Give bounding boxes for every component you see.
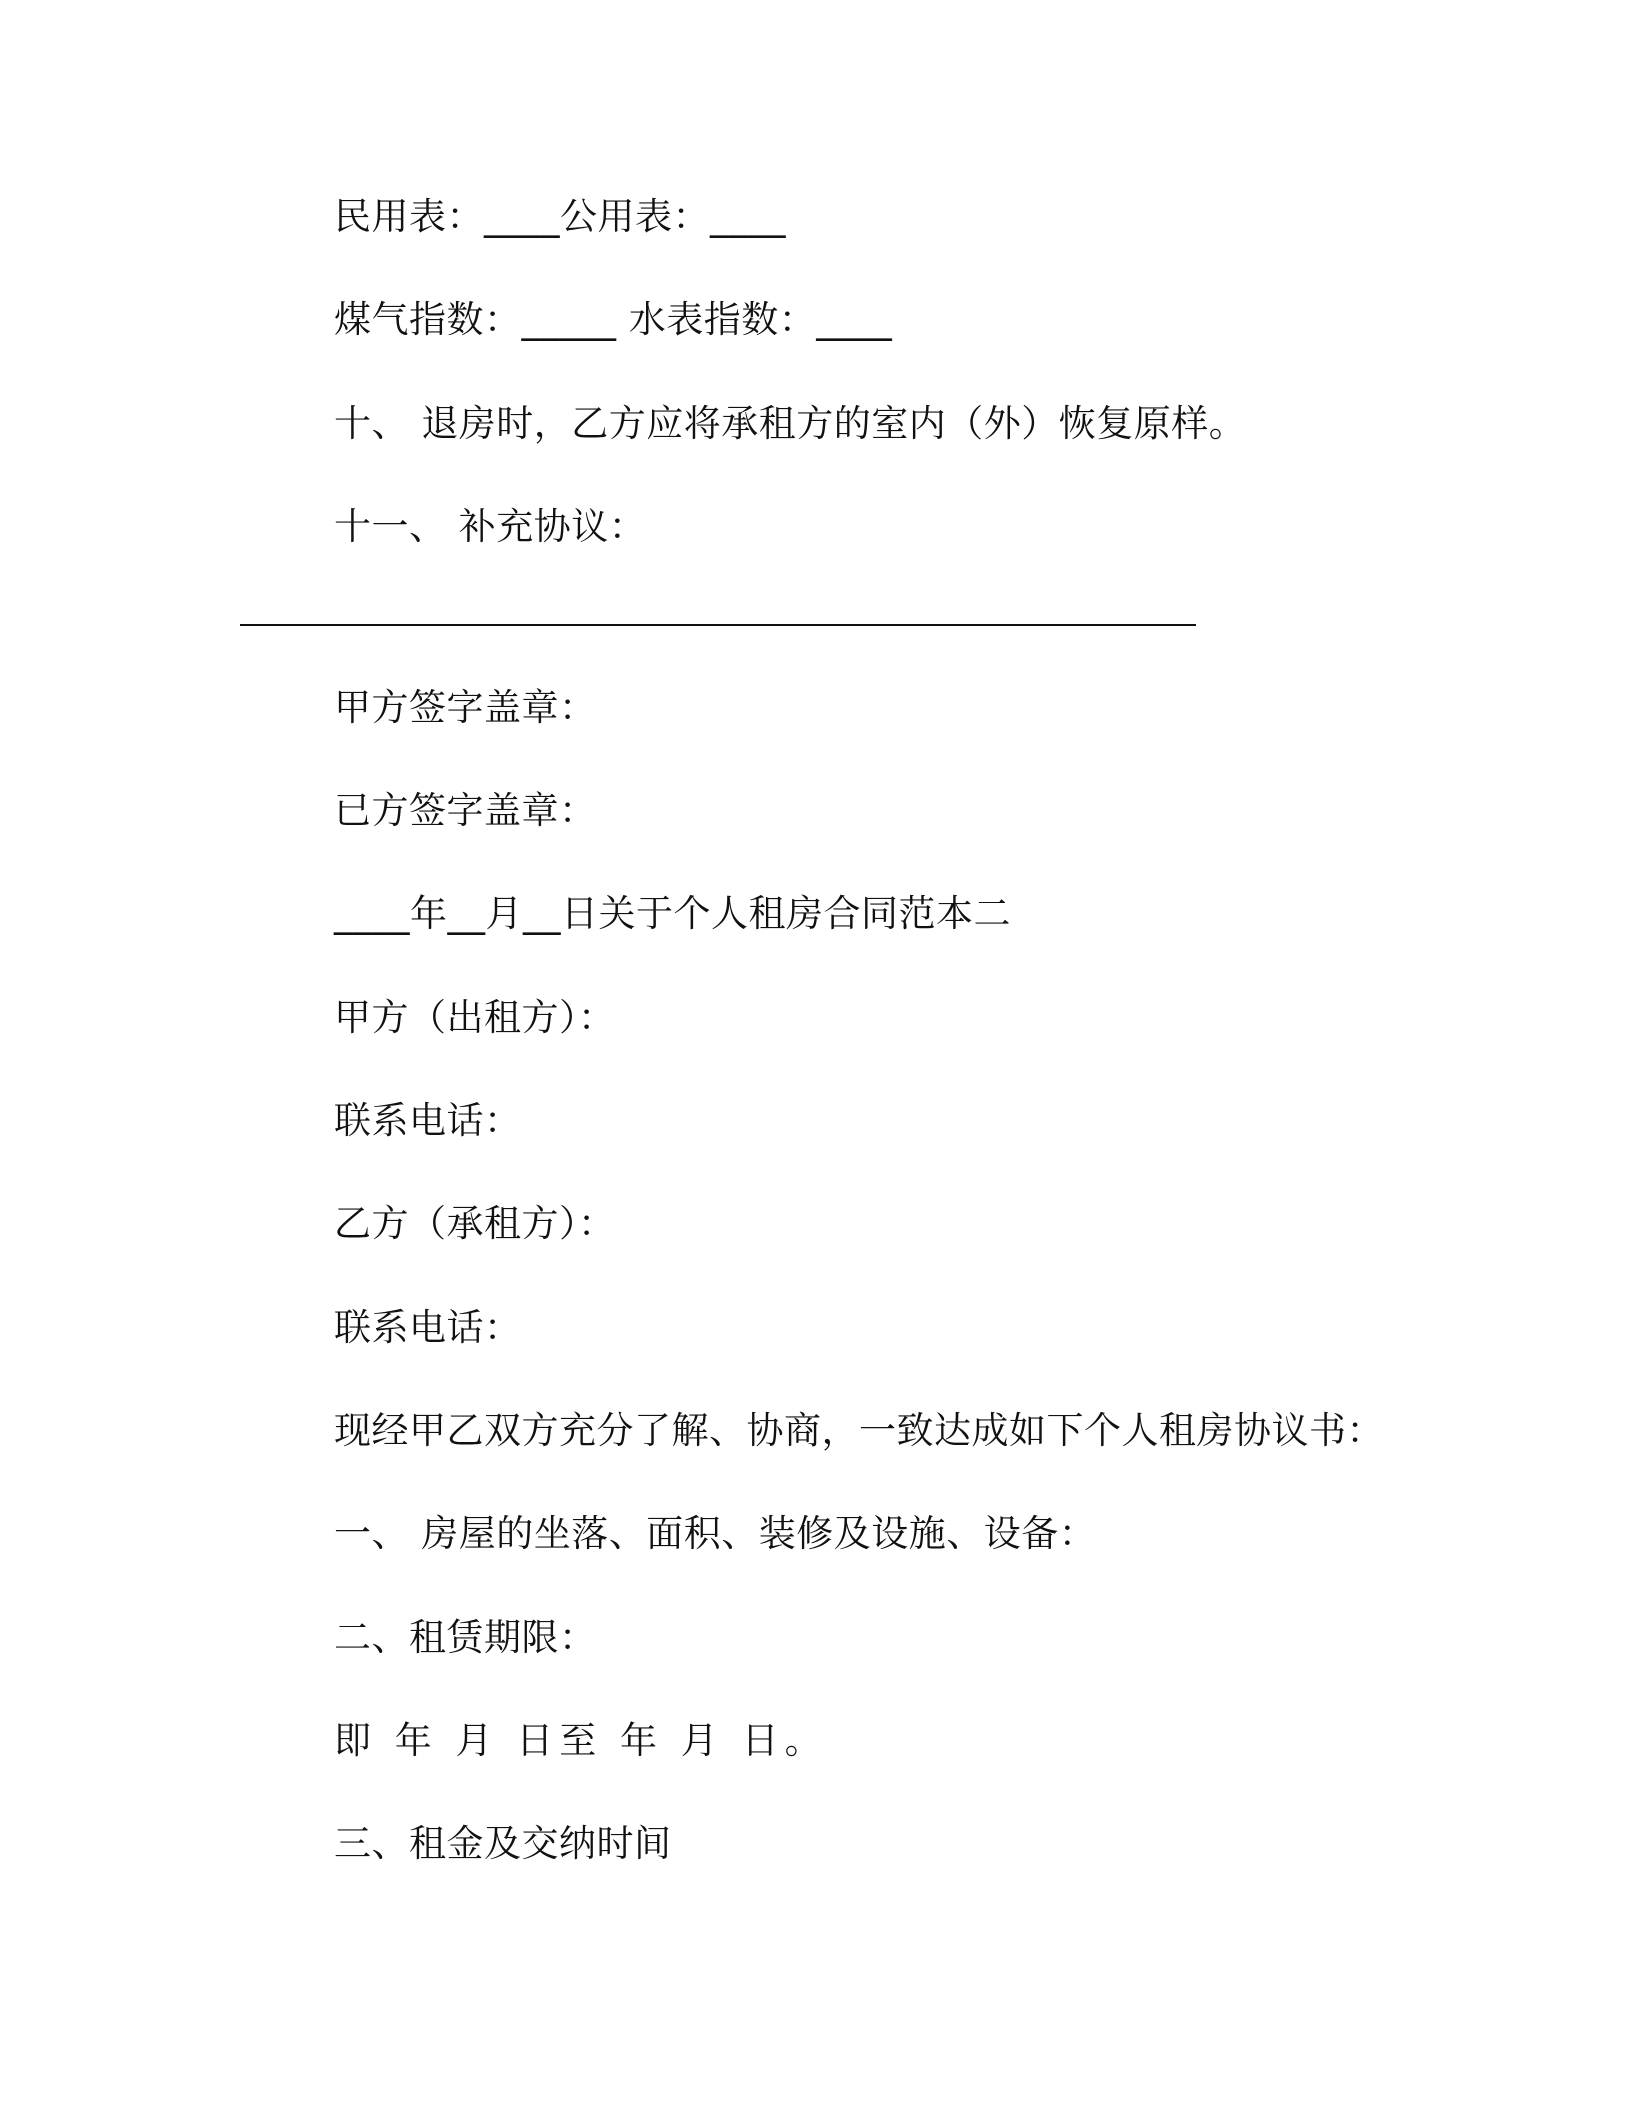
clause-10: 十、 退房时，乙方应将承租方的室内（外）恢复原样。 (334, 402, 1247, 445)
section-2-heading: 二、租赁期限： (334, 1616, 597, 1659)
section-1-heading: 一、 房屋的坐落、面积、装修及设施、设备： (334, 1512, 1097, 1555)
landlord-label: 甲方（出租方）： (334, 996, 616, 1039)
lease-period-line: 即 年 月 日至 年 月 日。 (334, 1719, 828, 1762)
landlord-phone-label: 联系电话： (334, 1099, 522, 1142)
tenant-phone-label: 联系电话： (334, 1306, 522, 1349)
gas-water-readings-line: 煤气指数：_____ 水表指数：____ (334, 298, 893, 341)
party-b-signature-label: 已方签字盖章： (334, 789, 597, 832)
section-3-heading: 三、租金及交纳时间 (334, 1822, 672, 1865)
meter-readings-line: 民用表：____公用表：____ (334, 195, 786, 238)
clause-11-heading: 十一、 补充协议： (334, 505, 647, 548)
party-a-signature-label: 甲方签字盖章： (334, 686, 597, 729)
date-and-sample-two-title: ____年__月__日关于个人租房合同范本二 (334, 892, 1011, 935)
agreement-intro: 现经甲乙双方充分了解、协商，一致达成如下个人租房协议书： (334, 1409, 1384, 1452)
tenant-label: 乙方（承租方）： (334, 1202, 616, 1245)
supplementary-agreement-blank-line (240, 624, 1196, 626)
